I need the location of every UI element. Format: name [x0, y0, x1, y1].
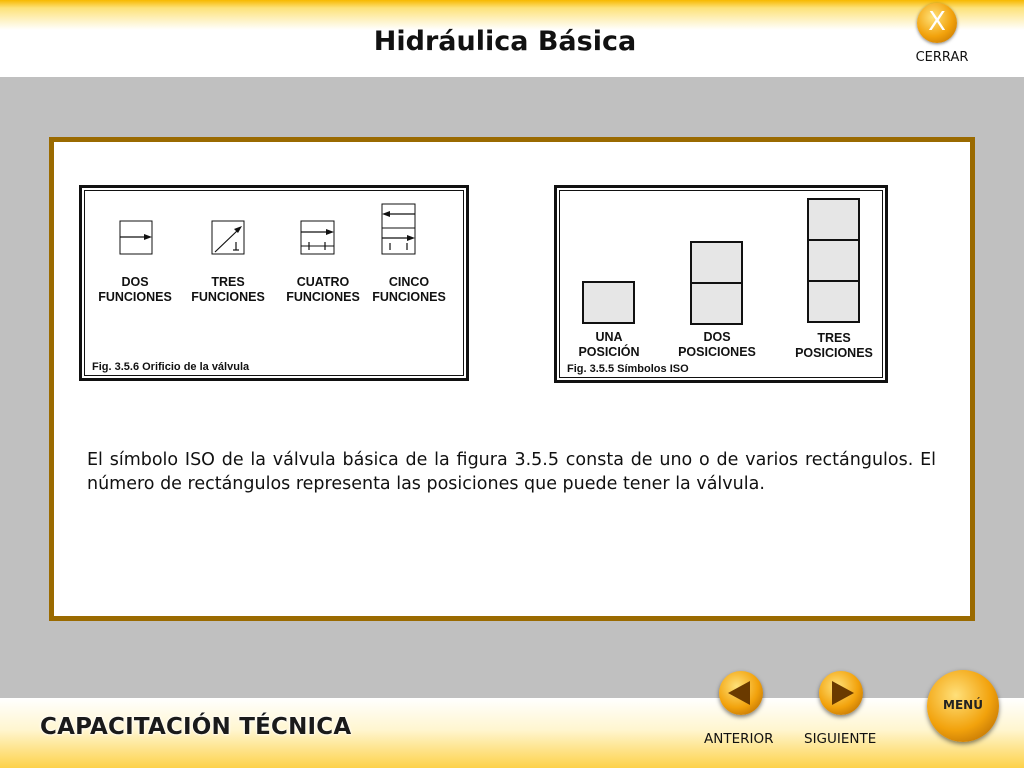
- menu-button[interactable]: [927, 670, 999, 742]
- label-line2: POSICIONES: [678, 345, 756, 359]
- next-button[interactable]: [819, 671, 863, 715]
- iso-symbols-diagram: [557, 188, 885, 380]
- symbol-three-ports: [212, 221, 244, 254]
- close-button[interactable]: [917, 3, 957, 43]
- label-line1: UNA: [595, 330, 623, 344]
- figure-caption: Fig. 3.5.5 Símbolos ISO: [567, 363, 689, 375]
- figure-valve-ports: [79, 185, 469, 381]
- arrow-left-icon: [719, 671, 763, 715]
- symbol-five-ports: [382, 204, 415, 254]
- figure-iso-symbols: [554, 185, 888, 383]
- symbol-two-positions: [691, 242, 742, 324]
- label-line1: DOS: [121, 275, 149, 289]
- label-line2: POSICIONES: [795, 346, 873, 360]
- brand-title: CAPACITACIÓN TÉCNICA: [40, 714, 352, 740]
- label-line2: FUNCIONES: [286, 290, 360, 304]
- valve-ports-diagram: [82, 188, 466, 378]
- menu-label: MENÚ: [943, 698, 983, 712]
- symbol-one-position: [583, 282, 634, 323]
- label-line1: TRES: [211, 275, 245, 289]
- label-line2: FUNCIONES: [372, 290, 446, 304]
- label-line2: FUNCIONES: [98, 290, 172, 304]
- symbol-two-ports: [120, 221, 152, 254]
- arrow-right-icon: [819, 671, 863, 715]
- body-text: El símbolo ISO de la válvula básica de la figura 3.5.5 consta de uno o de varios rectángulos. El número de rectángulos representa las posiciones que puede tener la válvula.: [87, 450, 936, 494]
- label-line1: DOS: [703, 330, 731, 344]
- previous-button[interactable]: [719, 671, 763, 715]
- next-label[interactable]: SIGUIENTE: [804, 731, 877, 747]
- content-frame: [49, 137, 975, 621]
- label-line1: CUATRO: [296, 275, 350, 289]
- label-line2: POSICIÓN: [578, 345, 640, 359]
- symbol-three-positions: [808, 199, 859, 322]
- label-line1: TRES: [817, 331, 851, 345]
- close-icon: X: [928, 7, 946, 37]
- previous-label[interactable]: ANTERIOR: [704, 731, 774, 747]
- label-line2: FUNCIONES: [191, 290, 265, 304]
- symbol-four-ports: [301, 221, 334, 254]
- label-line1: CINCO: [388, 275, 430, 289]
- close-label[interactable]: CERRAR: [915, 50, 969, 65]
- page-title: Hidráulica Básica: [373, 26, 637, 57]
- figure-caption: Fig. 3.5.6 Orificio de la válvula: [92, 361, 250, 373]
